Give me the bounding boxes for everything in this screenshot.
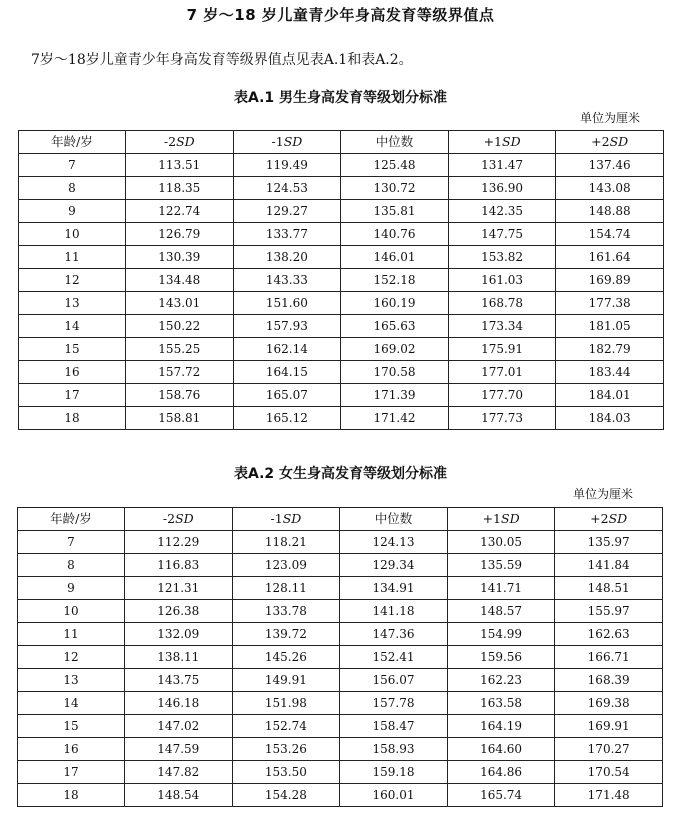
age-cell: 13: [19, 292, 126, 315]
column-header: [555, 508, 663, 531]
value-cell: 155.25: [126, 338, 234, 361]
age-cell: 10: [18, 600, 125, 623]
column-header: [448, 131, 556, 154]
table-row: [18, 554, 663, 577]
table-row: [18, 577, 663, 600]
table-row: [18, 623, 663, 646]
value-cell: 143.75: [125, 669, 233, 692]
column-header: [18, 508, 125, 531]
value-cell: 130.72: [341, 177, 449, 200]
value-cell: 177.38: [556, 292, 664, 315]
sd-symbol: SD: [282, 511, 302, 526]
value-cell: 160.19: [341, 292, 449, 315]
age-cell: 16: [18, 738, 125, 761]
value-cell: 171.42: [341, 407, 449, 430]
value-cell: 141.18: [340, 600, 448, 623]
value-cell: 162.63: [555, 623, 663, 646]
value-cell: 143.08: [556, 177, 664, 200]
age-cell: 18: [18, 784, 125, 807]
value-cell: 158.81: [126, 407, 234, 430]
value-cell: 116.83: [125, 554, 233, 577]
sd-symbol: SD: [176, 134, 195, 149]
table-row: [19, 223, 664, 246]
value-cell: 163.58: [447, 692, 555, 715]
column-header: [232, 508, 340, 531]
value-cell: 158.93: [340, 738, 448, 761]
value-cell: 135.81: [341, 200, 449, 223]
column-header-label: 年龄/岁: [50, 511, 92, 526]
table-row: [18, 715, 663, 738]
value-cell: 158.76: [126, 384, 234, 407]
value-cell: 152.18: [341, 269, 449, 292]
table-caption-girls: 表A.2 女生身高发育等级划分标准: [233, 466, 448, 482]
value-cell: 112.29: [125, 531, 233, 554]
value-cell: 154.74: [556, 223, 664, 246]
value-cell: 151.60: [233, 292, 341, 315]
value-cell: 148.57: [447, 600, 555, 623]
value-cell: 152.74: [232, 715, 340, 738]
value-cell: 160.01: [340, 784, 448, 807]
value-cell: 145.26: [232, 646, 340, 669]
value-cell: 137.46: [556, 154, 664, 177]
value-cell: 118.21: [232, 531, 340, 554]
value-cell: 151.98: [232, 692, 340, 715]
value-cell: 164.60: [447, 738, 555, 761]
value-cell: 153.50: [232, 761, 340, 784]
column-header-label: +2: [591, 134, 610, 149]
value-cell: 146.01: [341, 246, 449, 269]
value-cell: 147.75: [448, 223, 556, 246]
value-cell: 156.07: [340, 669, 448, 692]
age-cell: 17: [19, 384, 126, 407]
value-cell: 147.36: [340, 623, 448, 646]
age-cell: 14: [19, 315, 126, 338]
column-header: [125, 508, 233, 531]
column-header-label: -2: [162, 511, 176, 526]
value-cell: 121.31: [125, 577, 233, 600]
value-cell: 138.20: [233, 246, 341, 269]
age-cell: 12: [18, 646, 125, 669]
value-cell: 134.48: [126, 269, 234, 292]
value-cell: 147.82: [125, 761, 233, 784]
sd-symbol: SD: [501, 511, 520, 526]
value-cell: 169.89: [556, 269, 664, 292]
value-cell: 135.97: [555, 531, 663, 554]
table-row: [19, 315, 664, 338]
table-row: [18, 738, 663, 761]
value-cell: 164.15: [233, 361, 341, 384]
sd-symbol: SD: [502, 134, 521, 149]
value-cell: 169.02: [341, 338, 449, 361]
value-cell: 130.05: [447, 531, 555, 554]
age-cell: 18: [19, 407, 126, 430]
unit-label-girls: 单位为厘米: [573, 487, 634, 501]
value-cell: 177.73: [448, 407, 556, 430]
table-row: [19, 269, 664, 292]
value-cell: 150.22: [126, 315, 234, 338]
age-cell: 9: [18, 577, 125, 600]
value-cell: 175.91: [448, 338, 556, 361]
table-row: [19, 384, 664, 407]
table-row: [19, 338, 664, 361]
table-row: [18, 784, 663, 807]
boys-height-table: [18, 130, 664, 430]
value-cell: 154.99: [447, 623, 555, 646]
age-cell: 17: [18, 761, 125, 784]
value-cell: 181.05: [556, 315, 664, 338]
column-header: [447, 508, 555, 531]
column-header: [341, 131, 449, 154]
column-header-label: 中位数: [375, 134, 414, 149]
column-header-label: +1: [482, 511, 501, 526]
sd-symbol: SD: [608, 511, 628, 526]
value-cell: 171.48: [555, 784, 663, 807]
page-title: 7 岁～18 岁儿童青少年身高发育等级界值点: [186, 6, 495, 24]
column-header-label: +2: [590, 511, 609, 526]
sd-symbol: SD: [609, 134, 629, 149]
sd-symbol: SD: [175, 511, 194, 526]
value-cell: 119.49: [233, 154, 341, 177]
table-row: [18, 646, 663, 669]
table-row: [19, 361, 664, 384]
table-row: [19, 292, 664, 315]
value-cell: 124.13: [340, 531, 448, 554]
sd-symbol: SD: [283, 134, 303, 149]
value-cell: 166.71: [555, 646, 663, 669]
value-cell: 125.48: [341, 154, 449, 177]
table-row: [18, 669, 663, 692]
age-cell: 11: [19, 246, 126, 269]
table-row: [19, 200, 664, 223]
value-cell: 171.39: [341, 384, 449, 407]
table-row: [18, 600, 663, 623]
value-cell: 142.35: [448, 200, 556, 223]
age-cell: 8: [19, 177, 126, 200]
column-header-label: -1: [271, 134, 284, 149]
age-cell: 16: [19, 361, 126, 384]
value-cell: 113.51: [126, 154, 234, 177]
value-cell: 122.74: [126, 200, 234, 223]
value-cell: 169.38: [555, 692, 663, 715]
value-cell: 141.84: [555, 554, 663, 577]
value-cell: 134.91: [340, 577, 448, 600]
value-cell: 126.38: [125, 600, 233, 623]
age-cell: 11: [18, 623, 125, 646]
age-cell: 8: [18, 554, 125, 577]
value-cell: 164.86: [447, 761, 555, 784]
value-cell: 170.54: [555, 761, 663, 784]
table-row: [18, 761, 663, 784]
column-header: [556, 131, 664, 154]
value-cell: 162.23: [447, 669, 555, 692]
table-row: [19, 407, 664, 430]
value-cell: 131.47: [448, 154, 556, 177]
value-cell: 146.18: [125, 692, 233, 715]
value-cell: 132.09: [125, 623, 233, 646]
column-header-label: +1: [483, 134, 502, 149]
value-cell: 170.58: [341, 361, 449, 384]
value-cell: 148.88: [556, 200, 664, 223]
value-cell: 182.79: [556, 338, 664, 361]
age-cell: 14: [18, 692, 125, 715]
value-cell: 165.12: [233, 407, 341, 430]
value-cell: 139.72: [232, 623, 340, 646]
value-cell: 183.44: [556, 361, 664, 384]
table-header-row: [18, 508, 663, 531]
value-cell: 143.01: [126, 292, 234, 315]
table-header-row: [19, 131, 664, 154]
table-caption-boys: 表A.1 男生身高发育等级划分标准: [233, 90, 448, 106]
value-cell: 152.41: [340, 646, 448, 669]
value-cell: 136.90: [448, 177, 556, 200]
value-cell: 168.39: [555, 669, 663, 692]
value-cell: 159.56: [447, 646, 555, 669]
intro-paragraph: 7岁～18岁儿童青少年身高发育等级界值点见表A.1和表A.2。: [31, 52, 413, 68]
value-cell: 129.34: [340, 554, 448, 577]
value-cell: 154.28: [232, 784, 340, 807]
value-cell: 126.79: [126, 223, 234, 246]
column-header: [19, 131, 126, 154]
age-cell: 7: [19, 154, 126, 177]
value-cell: 164.19: [447, 715, 555, 738]
value-cell: 157.72: [126, 361, 234, 384]
value-cell: 184.01: [556, 384, 664, 407]
table-row: [19, 246, 664, 269]
value-cell: 133.78: [232, 600, 340, 623]
value-cell: 124.53: [233, 177, 341, 200]
value-cell: 173.34: [448, 315, 556, 338]
value-cell: 153.26: [232, 738, 340, 761]
value-cell: 165.63: [341, 315, 449, 338]
value-cell: 157.78: [340, 692, 448, 715]
value-cell: 158.47: [340, 715, 448, 738]
age-cell: 7: [18, 531, 125, 554]
age-cell: 9: [19, 200, 126, 223]
value-cell: 138.11: [125, 646, 233, 669]
age-cell: 12: [19, 269, 126, 292]
value-cell: 118.35: [126, 177, 234, 200]
value-cell: 123.09: [232, 554, 340, 577]
value-cell: 130.39: [126, 246, 234, 269]
value-cell: 153.82: [448, 246, 556, 269]
column-header-label: -2: [163, 134, 177, 149]
age-cell: 13: [18, 669, 125, 692]
value-cell: 148.54: [125, 784, 233, 807]
value-cell: 165.07: [233, 384, 341, 407]
table-row: [19, 177, 664, 200]
value-cell: 128.11: [232, 577, 340, 600]
value-cell: 165.74: [447, 784, 555, 807]
value-cell: 147.59: [125, 738, 233, 761]
value-cell: 177.70: [448, 384, 556, 407]
value-cell: 170.27: [555, 738, 663, 761]
value-cell: 135.59: [447, 554, 555, 577]
unit-label-boys: 单位为厘米: [580, 111, 641, 125]
value-cell: 184.03: [556, 407, 664, 430]
value-cell: 140.76: [341, 223, 449, 246]
value-cell: 161.64: [556, 246, 664, 269]
value-cell: 155.97: [555, 600, 663, 623]
value-cell: 177.01: [448, 361, 556, 384]
value-cell: 168.78: [448, 292, 556, 315]
column-header: [126, 131, 234, 154]
age-cell: 15: [18, 715, 125, 738]
value-cell: 129.27: [233, 200, 341, 223]
column-header: [340, 508, 448, 531]
value-cell: 133.77: [233, 223, 341, 246]
table-row: [19, 154, 664, 177]
value-cell: 157.93: [233, 315, 341, 338]
value-cell: 141.71: [447, 577, 555, 600]
table-row: [18, 692, 663, 715]
table-row: [18, 531, 663, 554]
value-cell: 169.91: [555, 715, 663, 738]
column-header-label: 中位数: [374, 511, 413, 526]
column-header-label: 年龄/岁: [51, 134, 93, 149]
column-header: [233, 131, 341, 154]
column-header-label: -1: [270, 511, 283, 526]
value-cell: 159.18: [340, 761, 448, 784]
value-cell: 161.03: [448, 269, 556, 292]
value-cell: 148.51: [555, 577, 663, 600]
age-cell: 10: [19, 223, 126, 246]
value-cell: 143.33: [233, 269, 341, 292]
value-cell: 149.91: [232, 669, 340, 692]
age-cell: 15: [19, 338, 126, 361]
girls-height-table: [17, 507, 663, 807]
value-cell: 162.14: [233, 338, 341, 361]
value-cell: 147.02: [125, 715, 233, 738]
